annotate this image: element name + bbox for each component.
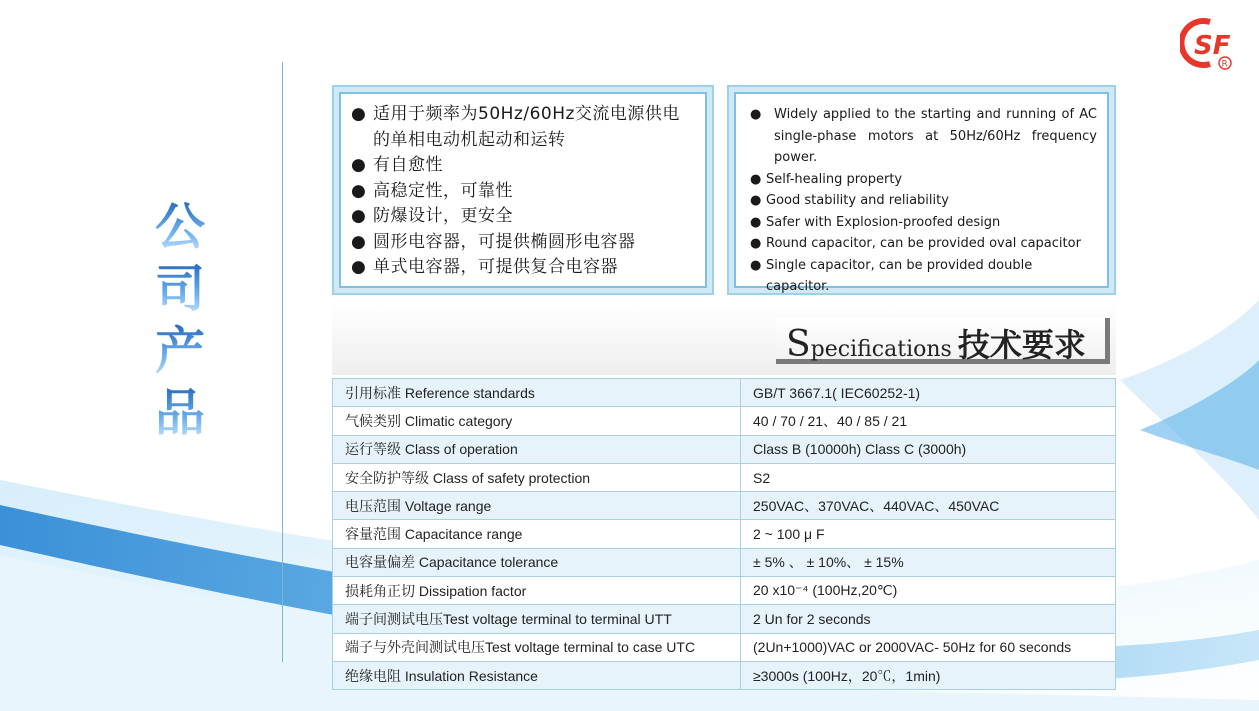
list-item: ● 单式电容器，可提供复合电容器 [351, 255, 697, 281]
company-logo [1180, 14, 1244, 72]
bullet-icon: ● [351, 155, 367, 175]
spec-value: (2Un+1000)VAC or 2000VAC- 50Hz for 60 seconds [741, 633, 1116, 661]
spec-label: 电压范围 Voltage range [333, 492, 741, 520]
spec-value: S2 [741, 463, 1116, 491]
bullet-icon: ● [351, 180, 367, 201]
svg-text:R: R [1221, 59, 1228, 70]
list-item: ● 圆形电容器，可提供椭圆形电容器 [351, 230, 697, 256]
spec-value: 250VAC、370VAC、440VAC、450VAC [741, 492, 1116, 520]
table-row [333, 661, 1116, 689]
bullet-icon: ● [750, 214, 762, 230]
spec-label: 电容量偏差 Capacitance tolerance [333, 548, 741, 576]
spec-label: 运行等级 Class of operation [333, 435, 741, 463]
section-title [150, 196, 210, 444]
spec-label: 安全防护等级 Class of safety protection [333, 463, 741, 491]
spec-value: Class B (10000h) Class C (3000h) [741, 435, 1116, 463]
spec-label: 端子与外壳间测试电压Test voltage terminal to case UTC [333, 633, 741, 661]
spec-value: 20 x10⁻⁴ (100Hz,20℃) [741, 577, 1116, 605]
spec-label: 容量范围 Capacitance range [333, 520, 741, 548]
spec-value: 2 ~ 100 μ F [741, 520, 1116, 548]
list-item: ● Self-healing property [750, 169, 1097, 191]
section-title-char: 产 [155, 322, 205, 380]
spec-value: 2 Un for 2 seconds [741, 605, 1116, 633]
bullet-icon: ● [750, 236, 762, 251]
section-title-char: 司 [155, 260, 205, 318]
divider-line [282, 62, 283, 662]
bullet-icon: ● [750, 171, 762, 187]
list-item: ● 有自愈性 [351, 153, 697, 179]
features-cn-list [341, 94, 705, 281]
spec-label: 绝缘电阻 Insulation Resistance [333, 661, 741, 689]
table-row [333, 435, 1116, 463]
svg-text:SF: SF [1194, 31, 1231, 61]
list-item: ● Single capacitor, can be provided double capacitor. [750, 255, 1097, 298]
bullet-icon: ● [750, 257, 762, 273]
bullet-icon: ● [351, 104, 367, 124]
table-row [333, 407, 1116, 435]
spec-label: 损耗角正切 Dissipation factor [333, 577, 741, 605]
spec-value: ≥3000s (100Hz，20℃，1min) [741, 661, 1116, 689]
table-row [333, 463, 1116, 491]
table-row [333, 379, 1116, 407]
spec-value: ± 5% 、 ± 10%、 ± 15% [741, 548, 1116, 576]
list-item: ● Widely applied to the starting and running of AC single-phase motors at 50Hz/60Hz frequency power. [750, 104, 1097, 169]
spec-value: 40 / 70 / 21、40 / 85 / 21 [741, 407, 1116, 435]
spec-value: GB/T 3667.1( IEC60252-1) [741, 379, 1116, 407]
spec-label: 引用标准 Reference standards [333, 379, 741, 407]
section-title-char: 公 [155, 198, 205, 256]
table-row [333, 633, 1116, 661]
spec-label: 端子间测试电压Test voltage terminal to terminal UTT [333, 605, 741, 633]
list-item: ● 适用于频率为50Hz/60Hz交流电源供电的单相电动机起动和运转 [351, 104, 680, 150]
bullet-icon: ● [750, 107, 762, 122]
specs-title: Specifications 技术要求 [786, 324, 1086, 365]
table-row [333, 605, 1116, 633]
list-item: ● Good stability and reliability [750, 190, 1097, 212]
list-item: ● Round capacitor, can be provided oval capacitor [750, 233, 1097, 255]
spec-label: 气候类别 Climatic category [333, 407, 741, 435]
list-item: ● 防爆设计，更安全 [351, 204, 697, 230]
features-en-panel [727, 85, 1116, 295]
table-row [333, 548, 1116, 576]
table-row [333, 492, 1116, 520]
section-title-char: 品 [155, 384, 205, 442]
features-en-list [736, 94, 1107, 298]
bullet-icon: ● [351, 206, 367, 226]
list-item: ● Safer with Explosion-proofed design [750, 212, 1097, 234]
bullet-icon: ● [351, 231, 367, 252]
table-row [333, 520, 1116, 548]
specs-table [332, 378, 1116, 690]
bullet-icon: ● [351, 257, 367, 277]
list-item: ● 高稳定性，可靠性 [351, 179, 697, 205]
features-cn-panel [332, 85, 714, 295]
table-row [333, 577, 1116, 605]
bullet-icon: ● [750, 193, 762, 208]
